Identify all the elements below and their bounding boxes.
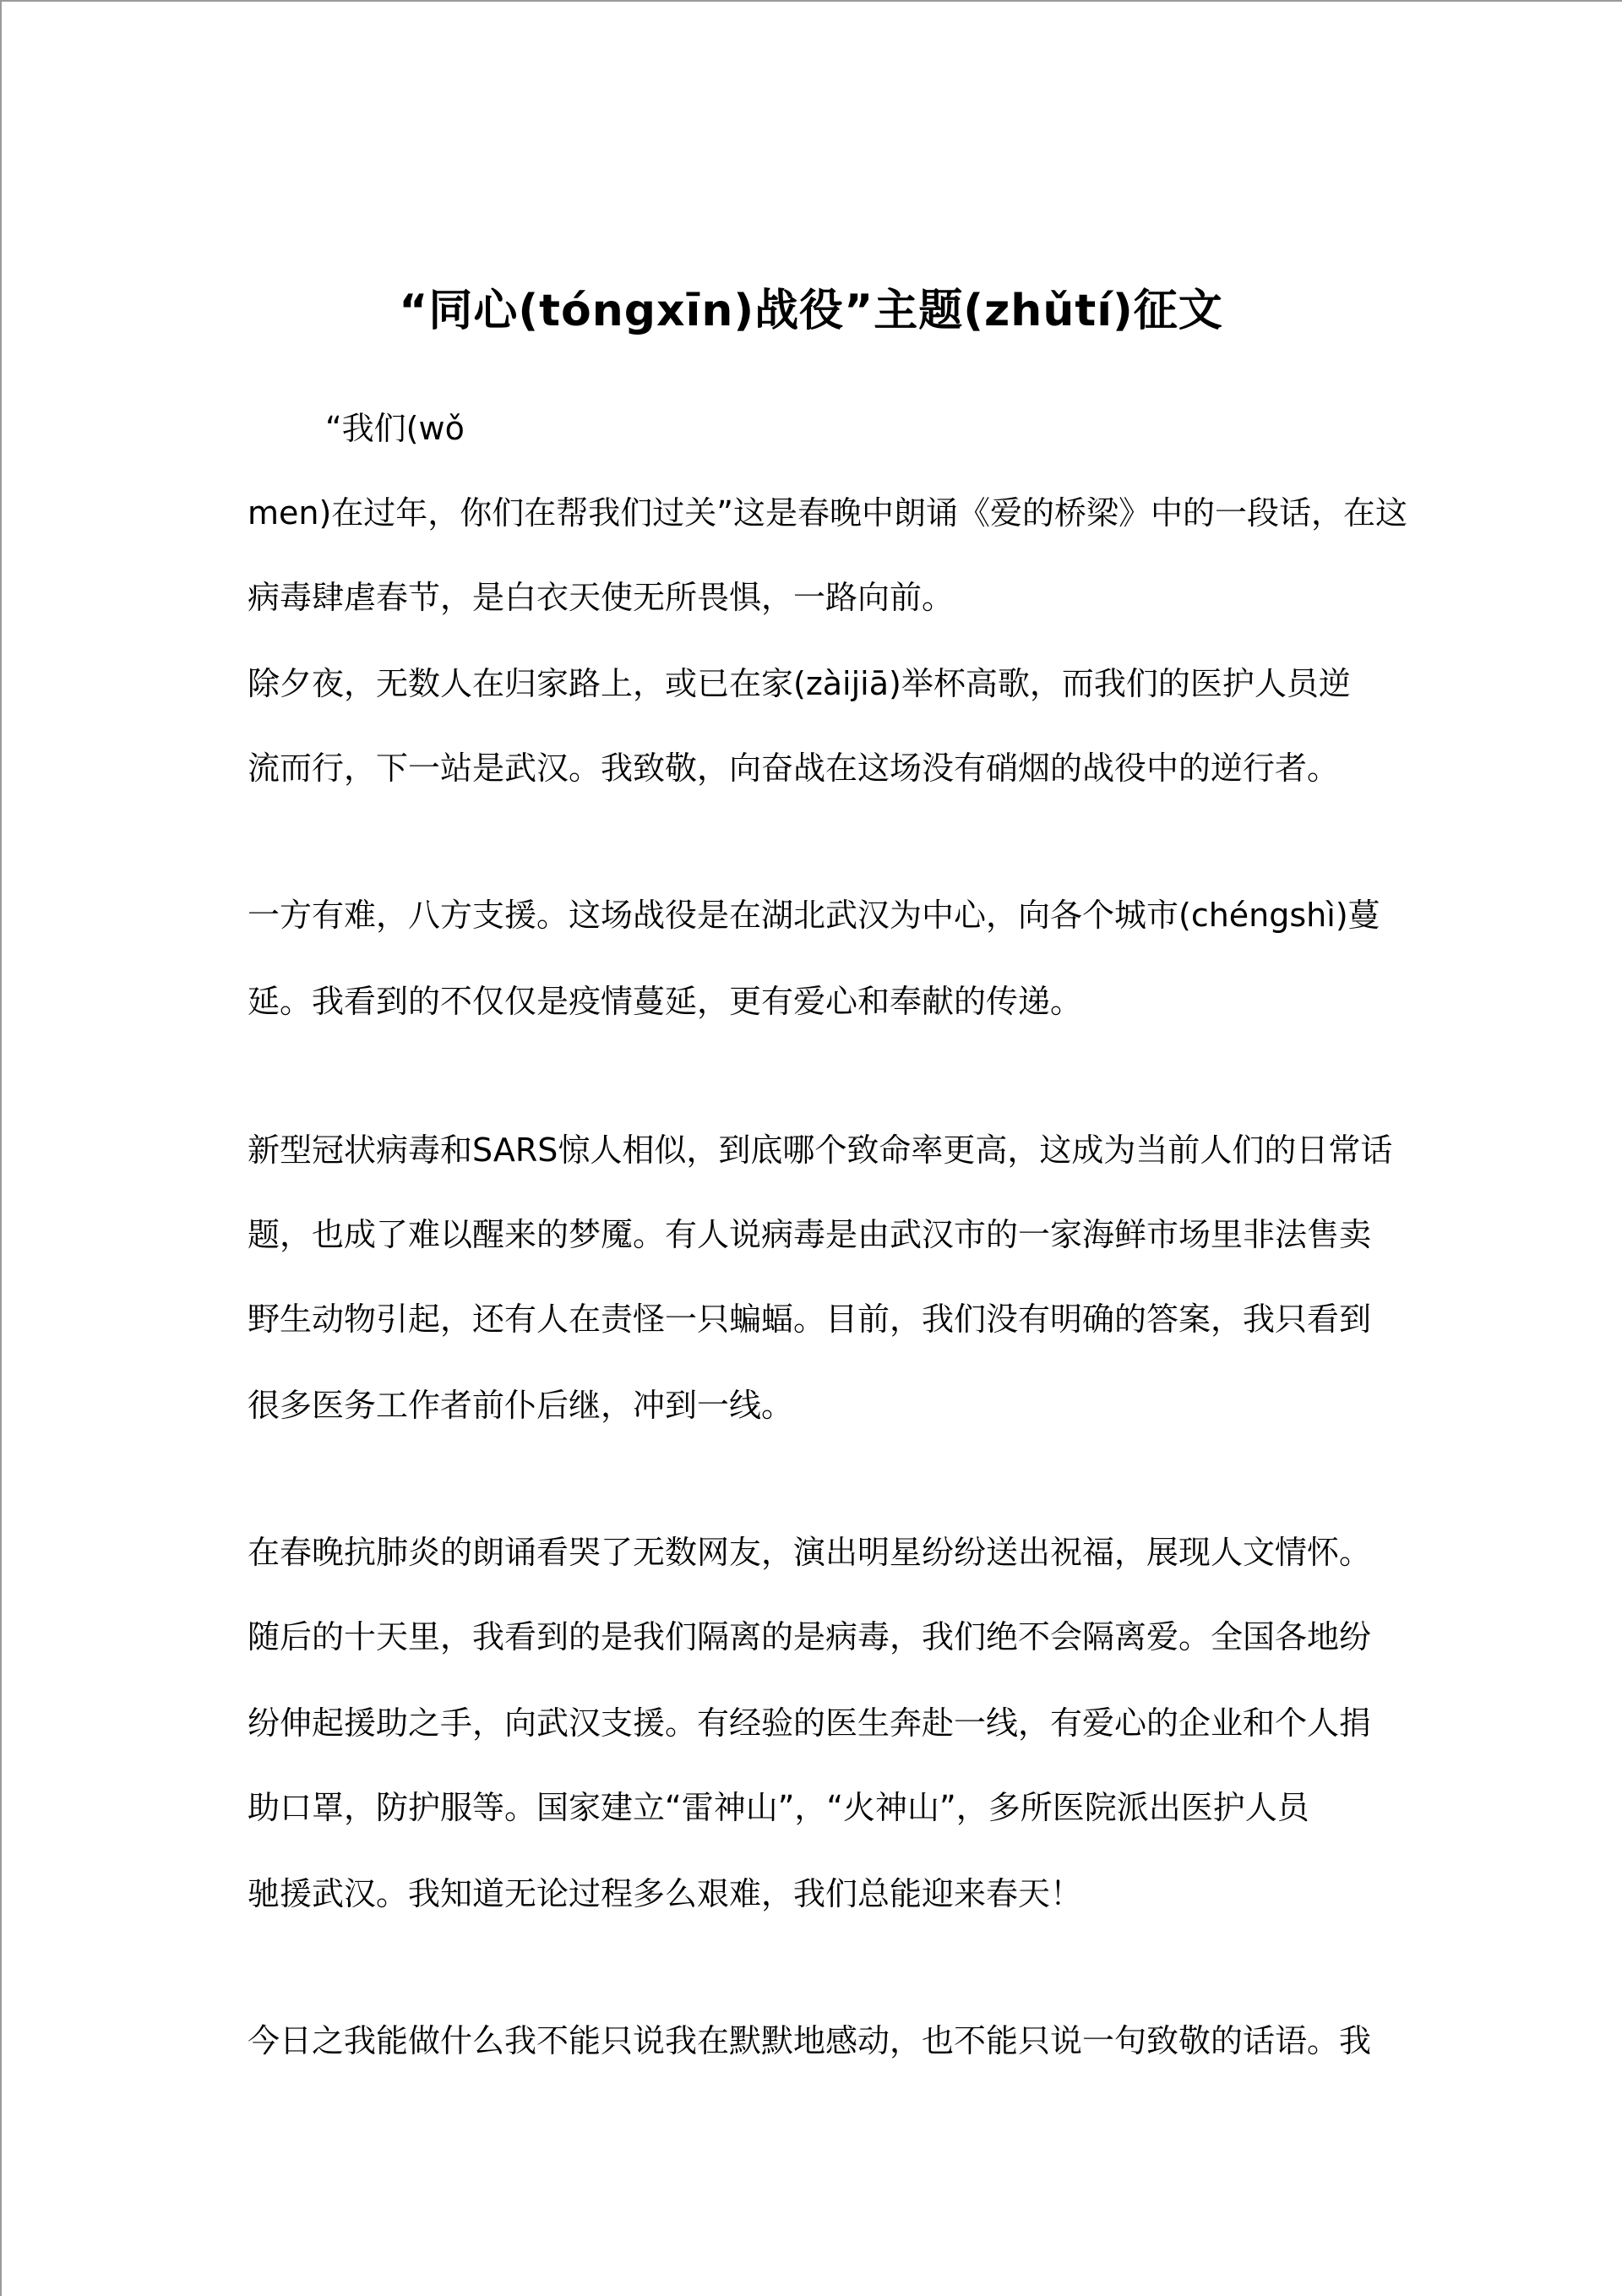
body-line: 延。我看到的不仅仅是疫情蔓延，更有爱心和奉献的传递。 xyxy=(248,983,1083,1020)
body-line: 一方有难，八方支援。这场战役是在湖北武汉为中心，向各个城市(chéngshì)蔓 xyxy=(248,897,1380,934)
body-line: 今日之我能做什么我不能只说我在默默地感动，也不能只说一句致敬的话语。我 xyxy=(248,2022,1372,2059)
body-line: men)在过年，你们在帮我们过关”这是春晚中朗诵《爱的桥梁》中的一段话，在这 xyxy=(248,494,1407,532)
body-line: 助口罩，防护服等。国家建立“雷神山”，“火神山”，多所医院派出医护人员 xyxy=(248,1789,1309,1826)
body-line: 随后的十天里，我看到的是我们隔离的是病毒，我们绝不会隔离爱。全国各地纷 xyxy=(248,1618,1372,1655)
body-line: 流而行，下一站是武汉。我致敬，向奋战在这场没有硝烟的战役中的逆行者。 xyxy=(248,750,1340,787)
body-line: “我们(wǒ xyxy=(325,410,465,447)
body-line: 新型冠状病毒和SARS惊人相似，到底哪个致命率更高，这成为当前人们的日常话 xyxy=(248,1132,1393,1169)
body-line: 野生动物引起，还有人在责怪一只蝙蝠。目前，我们没有明确的答案，我只看到 xyxy=(248,1301,1372,1338)
body-line: 纷伸起援助之手，向武汉支援。有经验的医生奔赴一线，有爱心的企业和个人捐 xyxy=(248,1704,1372,1742)
body-line: 除夕夜，无数人在归家路上，或已在家(zàijiā)举杯高歌，而我们的医护人员逆 xyxy=(248,665,1351,702)
body-line: 病毒肆虐春节，是白衣天使无所畏惧，一路向前。 xyxy=(248,579,955,616)
body-line: 题，也成了难以醒来的梦魇。有人说病毒是由武汉市的一家海鲜市场里非法售卖 xyxy=(248,1216,1372,1253)
document-title: “同心(tóngxīn)战役”主题(zhǔtí)征文 xyxy=(399,285,1223,336)
body-line: 在春晚抗肺炎的朗诵看哭了无数网友，演出明星纷纷送出祝福，展现人文情怀。 xyxy=(248,1534,1372,1571)
body-line: 很多医务工作者前仆后继，冲到一线。 xyxy=(248,1387,794,1424)
body-line: 驰援武汉。我知道无论过程多么艰难，我们总能迎来春天！ xyxy=(248,1875,1083,1912)
